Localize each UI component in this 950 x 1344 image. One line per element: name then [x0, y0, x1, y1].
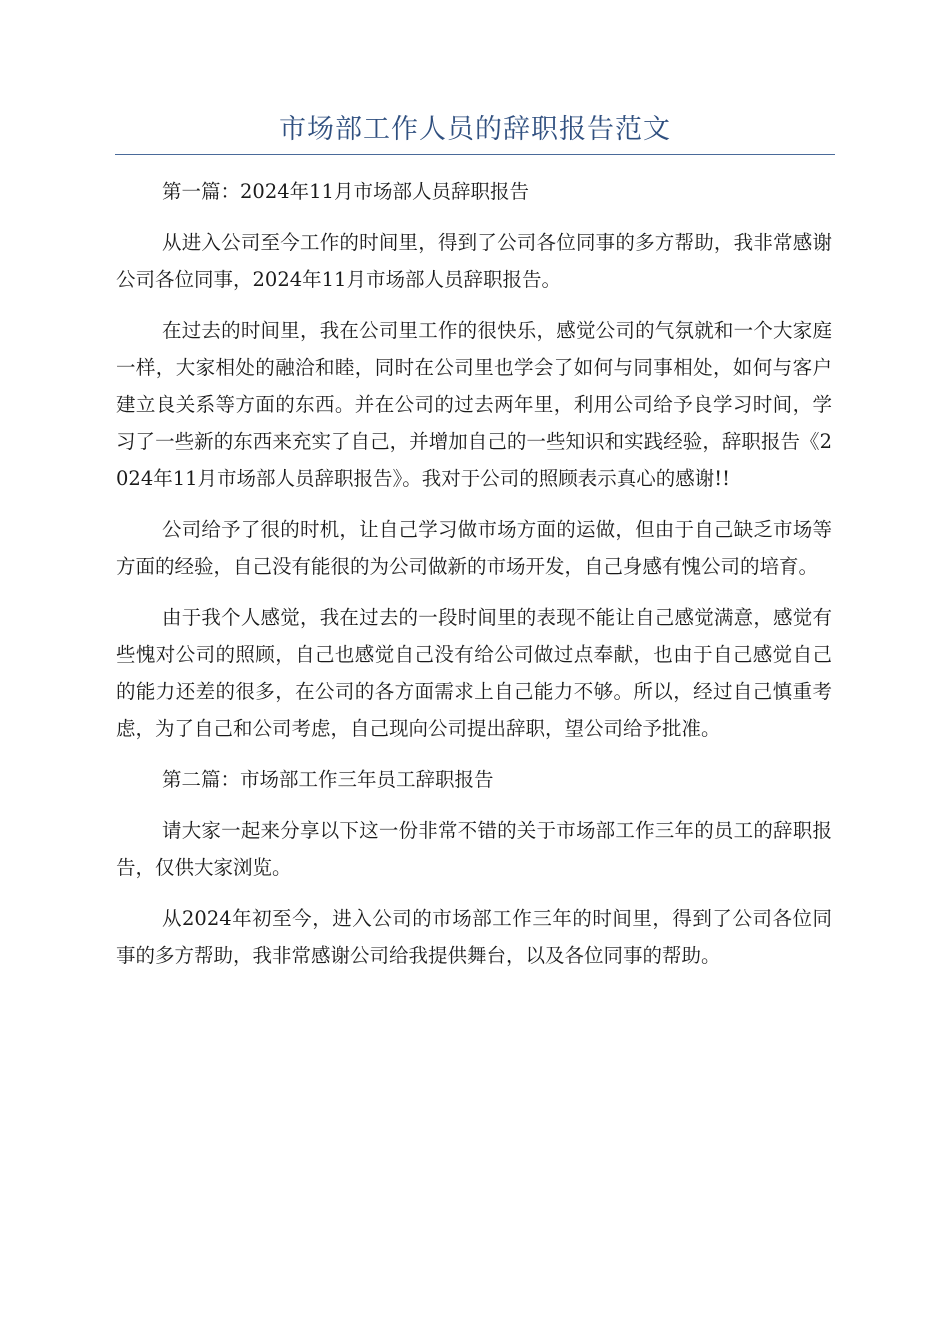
paragraph: 在过去的时间里，我在公司里工作的很快乐，感觉公司的气氛就和一个大家庭一样，大家相处的融洽和睦，同时在公司里也学会了如何与同事相处，如何与客户建立良关系等方面的东西。并在公司的过去两年里，利用公司给予良学习时间，学习了一些新的东西来充实了自己，并增加自己的一些知识和实践经验，辞职报告《2024年11月市场部人员辞职报告》。我对于公司的照顾表示真心的感谢!!	[116, 319, 832, 490]
paragraph: 公司给予了很的时机，让自己学习做市场方面的运做，但由于自己缺乏市场等方面的经验，自己没有能很的为公司做新的市场开发，自己身感有愧公司的培育。	[116, 518, 832, 578]
document-title: 市场部工作人员的辞职报告范文	[279, 114, 671, 145]
paragraph: 由于我个人感觉，我在过去的一段时间里的表现不能让自己感觉满意，感觉有些愧对公司的照顾，自己也感觉自己没有给公司做过点奉献，也由于自己感觉自己的能力还差的很多，在公司的各方面需求上自己能力不够。所以，经过自己慎重考虑，为了自己和公司考虑，自己现向公司提出辞职，望公司给予批准。	[116, 606, 832, 740]
paragraph: 从2024年初至今，进入公司的市场部工作三年的时间里，得到了公司各位同事的多方帮助，我非常感谢公司给我提供舞台，以及各位同事的帮助。	[116, 907, 832, 967]
document-body	[116, 173, 832, 988]
paragraph: 从进入公司至今工作的时间里，得到了公司各位同事的多方帮助，我非常感谢公司各位同事，2024年11月市场部人员辞职报告。	[116, 231, 832, 291]
paragraph: 请大家一起来分享以下这一份非常不错的关于市场部工作三年的员工的辞职报告，仅供大家浏览。	[116, 819, 832, 879]
title-underline	[115, 154, 835, 155]
section-heading-1: 第一篇：2024年11月市场部人员辞职报告	[162, 180, 529, 203]
section-heading-2: 第二篇：市场部工作三年员工辞职报告	[162, 768, 494, 791]
